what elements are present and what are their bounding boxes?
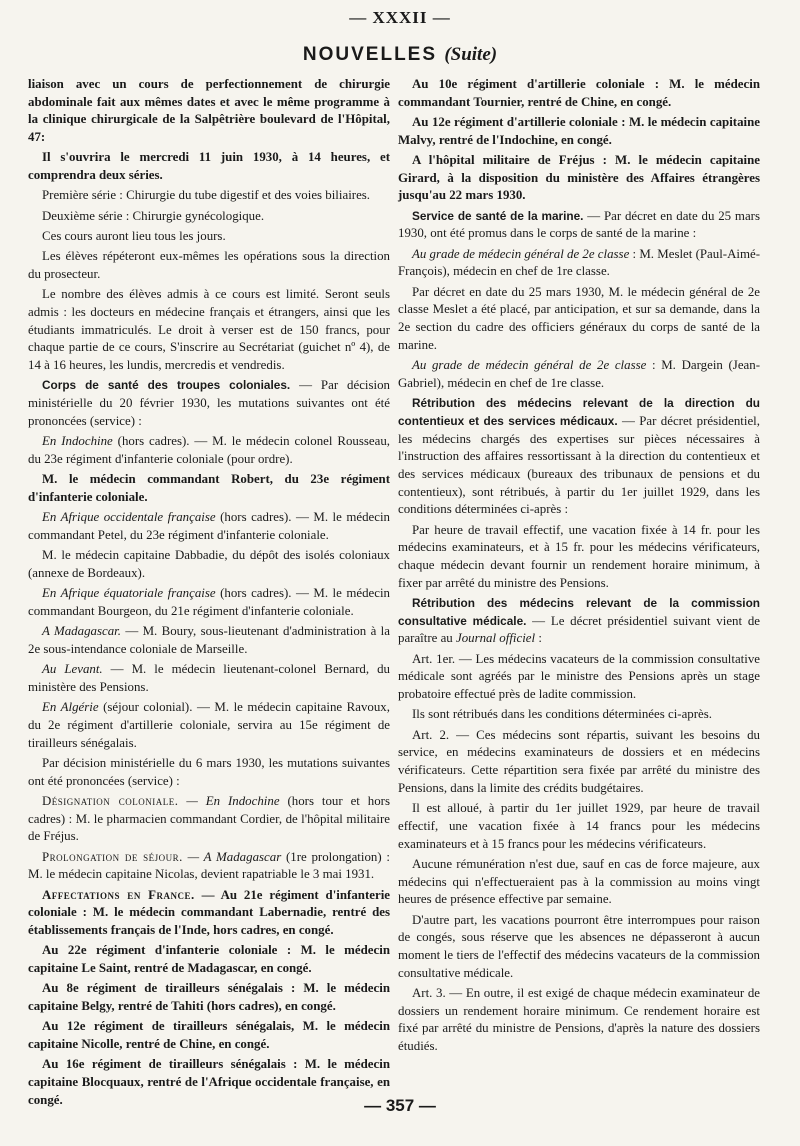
paragraph: Il s'ouvrira le mercredi 11 juin 1930, à 14 heures, et comprendra deux séries.	[28, 150, 390, 183]
paragraph: M. le médecin capitaine Dabbadie, du dépôt des isolés coloniaux (annexe de Bordeaux).	[28, 548, 390, 580]
grade-title: Au grade de médecin général de 2e classe	[412, 246, 630, 261]
paragraph: Ces cours auront lieu tous les jours.	[42, 229, 226, 243]
paragraph: Aucune rémunération n'est due, sauf en cas de force majeure, aux médecins qui n'effectueraient pas à la commission au moins vingt heures de présence effective par semaine.	[398, 856, 760, 907]
paragraph	[28, 377, 390, 430]
paragraph-text: (hors cadres). — M. le médecin commandant Petel, du 23e régiment d'infanterie coloniale.	[28, 510, 390, 542]
paragraph: Le nombre des élèves admis à ce cours est limité. Seront seuls admis : les docteurs en médecine français et étrangers, ainsi que les étudiants immatriculés. Le droit à verser est de 150 francs, pour chaque partie de ce cours, S'inscrire au Secrétariat (guichet nº 4), de 14 à 16 heures, les lundis, mercredis et vendredis.	[28, 287, 390, 373]
paragraph: Par heure de travail effectif, une vacation fixée à 14 fr. pour les médecins examinateurs, et à 15 fr. pour les médecins vérificateurs, chaque médecin devant fournir un rendement horaire minimum, à fixer par arrêté du ministre des Pensions.	[398, 522, 760, 590]
paragraph: Première série : Chirurgie du tube digestif et des voies biliaires.	[42, 188, 371, 203]
paragraph: Ils sont rétribués dans les conditions déterminées ci-après.	[412, 707, 712, 722]
paragraph	[28, 849, 390, 884]
paragraph: Au 12e régiment d'artillerie coloniale : M. le médecin capitaine Malvy, rentré de l'Indochine, en congé.	[398, 115, 760, 147]
paragraph-text: (hors cadres). — M. le médecin commandant Bourgeon, du 21e régiment d'infanterie coloniale.	[28, 586, 391, 618]
journal-name: Journal officiel	[455, 631, 536, 646]
paragraph	[28, 623, 390, 658]
paragraph-text: (hors cadres). — M. le médecin colonel Rousseau, du 23e régiment d'infanterie coloniale (pour ordre).	[28, 434, 390, 466]
paragraph	[28, 433, 390, 468]
paragraph: Au 10e régiment d'artillerie coloniale : M. le médecin commandant Tournier, rentré de Chine, en congé.	[398, 77, 760, 109]
paragraph: D'autre part, les vacations pourront être interrompues pour raison de congés, sous réserve que les absences ne dépasseront à aucun moment le tiers de l'effectif des médecins vacateurs de la commission consultative médicale.	[398, 912, 760, 980]
paragraph	[398, 395, 760, 519]
paragraph-text: (1re prolongation) : M. le médecin capitaine Nicolas, devient rapatriable le 3 mai 1931.	[28, 849, 390, 882]
paragraph: Au 22e régiment d'infanterie coloniale : M. le médecin capitaine Le Saint, rentré de Madagascar, en congé.	[28, 943, 390, 975]
paragraph-text: — Le décret présidentiel suivant vient de paraître au	[398, 613, 760, 646]
paragraph: Au 12e régiment de tirailleurs sénégalais, M. le médecin capitaine Nicolle, rentré de Chine, en congé.	[28, 1019, 390, 1051]
paragraph-text: — Par décision ministérielle du 20 février 1930, les mutations suivantes ont été prononcées (service) :	[28, 378, 390, 428]
paragraph: Par décision ministérielle du 6 mars 1930, les mutations suivantes ont été prononcées (service) :	[28, 755, 390, 788]
page-number: — 357 —	[364, 1096, 436, 1115]
paragraph-text: : M. Dargein (Jean-Gabriel), médecin en chef de 1re classe.	[398, 358, 760, 390]
paragraph	[398, 246, 760, 281]
paragraph	[28, 661, 390, 696]
paragraph	[28, 699, 390, 752]
heading-title: NOUVELLES	[302, 44, 438, 65]
paragraph	[398, 595, 760, 648]
paragraph-text: — Au 21e régiment d'infanterie coloniale : M. le médecin commandant Labernadie, rentré des établissements français de l'Inde, hors cadres, en congé.	[28, 887, 390, 937]
place-name: — A Madagascar	[182, 849, 282, 864]
place-name: En Algérie	[42, 700, 99, 715]
paragraph: Au 16e régiment de tirailleurs sénégalais : M. le médecin capitaine Blocquaux, rentré de l'Afrique occidentale française, en congé.	[28, 1057, 390, 1107]
paragraph	[398, 357, 760, 392]
paragraph-text: — Par décret présidentiel, les médecins chargés des expertises sur pièces nécessaires à l'instruction des affaires ressortissant à la direction du contentieux et des services médicaux (bureaux des tribunaux de pensions et du contentieux), sont rétribués, à partir du 1er juillet 1929, dans les conditions déterminées ci-après :	[398, 413, 760, 517]
place-name: — En Indochine	[178, 793, 280, 808]
paragraph-text: — M. Boury, sous-lieutenant d'administration à la 2e sous-intendance coloniale de Marseille.	[28, 624, 390, 656]
paragraph	[28, 793, 390, 846]
place-name: En Afrique équatoriale française	[42, 586, 216, 601]
paragraph-text: : M. Meslet (Paul-Aimé-François), médecin en chef de 1re classe.	[398, 246, 760, 279]
paragraph	[28, 585, 390, 620]
subsection-title: Affectations en France.	[42, 887, 195, 902]
paragraph: Les élèves répéteront eux-mêmes les opérations sous la direction du prosecteur.	[28, 249, 390, 281]
place-name: En Afrique occidentale française	[42, 510, 216, 525]
paragraph	[28, 509, 390, 544]
section-title: Rétribution des médecins relevant de la commission consultative médicale.	[398, 596, 760, 628]
paragraph: A l'hôpital militaire de Fréjus : M. le médecin capitaine Girard, à la disposition du ministère des Affaires étrangères jusqu'au 22 mars 1930.	[398, 153, 760, 203]
paragraph-text: (hors tour et hors cadres) : M. le pharmacien commandant Cordier, de l'hôpital militaire de Fréjus.	[28, 793, 390, 844]
paragraph-text: — M. le médecin lieutenant-colonel Bernard, du ministère des Pensions.	[28, 662, 390, 694]
grade-title: Au grade de médecin général de 2e classe	[412, 358, 647, 373]
heading-suffix: (Suite)	[444, 44, 498, 65]
paragraph-text: (séjour colonial). — M. le médecin capitaine Ravoux, du 2e régiment d'artillerie coloniale, servira au 15e régiment de tirailleurs sénégalais.	[28, 700, 390, 750]
section-title: Service de santé de la marine.	[412, 208, 584, 223]
paragraph	[398, 208, 760, 243]
place-name: Au Levant.	[42, 662, 103, 677]
paragraph: Art. 3. — En outre, il est exigé de chaque médecin examinateur de dossiers un rendement horaire minimum. Ce rendement horaire est fixé par arrêté du ministre de Pensions, d'après la nature des dossiers étudiés.	[398, 985, 760, 1054]
paragraph: Deuxième série : Chirurgie gynécologique.	[42, 208, 265, 223]
section-title: Rétribution des médecins relevant de la direction du contentieux et des services médicaux.	[398, 396, 760, 428]
paragraph: Art. 1er. — Les médecins vacateurs de la commission consultative médicale sont agréés par le ministre des Pensions après un stage probatoire effectué près de ladite commission.	[398, 651, 760, 702]
section-heading	[0, 44, 800, 66]
place-name: En Indochine	[42, 434, 113, 449]
paragraph: Au 8e régiment de tirailleurs sénégalais : M. le médecin capitaine Belgy, rentré de Tahiti (hors cadres), en congé.	[28, 981, 390, 1013]
subsection-title: Désignation coloniale.	[42, 793, 179, 808]
place-name: A Madagascar.	[42, 624, 121, 639]
paragraph: liaison avec un cours de perfectionnement de chirurgie abdominale fait aux mêmes dates et avec le même programme à la clinique chirurgicale de la Salpêtrière boulevard de l'Hôpital, 47:	[28, 77, 390, 145]
paragraph-text: — Par décret en date du 25 mars 1930, ont été promus dans le corps de santé de la marine :	[398, 208, 760, 241]
left-column	[28, 76, 390, 1112]
paragraph: Il est alloué, à partir du 1er juillet 1929, par heure de travail effectif, une vacation fixée à 14 francs pour les médecins examinateurs et à 15 francs pour les médecins vérificateurs.	[398, 801, 760, 851]
paragraph: Par décret en date du 25 mars 1930, M. le médecin général de 2e classe Meslet a été placé, par anticipation, et sur sa demande, dans la 2e section du cadre des officiers généraux du corps de santé de la marine.	[398, 284, 760, 352]
paragraph-text: :	[535, 631, 542, 646]
paragraph: M. le médecin commandant Robert, du 23e régiment d'infanterie coloniale.	[28, 472, 390, 504]
section-title: Corps de santé des troupes coloniales.	[42, 378, 291, 393]
subsection-title: Prolongation de séjour.	[42, 849, 183, 864]
paragraph: Art. 2. — Ces médecins sont répartis, suivant les besoins du service, en médecins examinateurs de dossiers et en médecins vérificateurs. Cette répartition sera fixée par arrêté du ministre des Pensions, dans la limite des crédits budgétaires.	[398, 727, 760, 795]
right-column	[398, 76, 760, 1058]
paragraph	[28, 887, 390, 940]
roman-page-number: — XXXII —	[349, 8, 451, 27]
